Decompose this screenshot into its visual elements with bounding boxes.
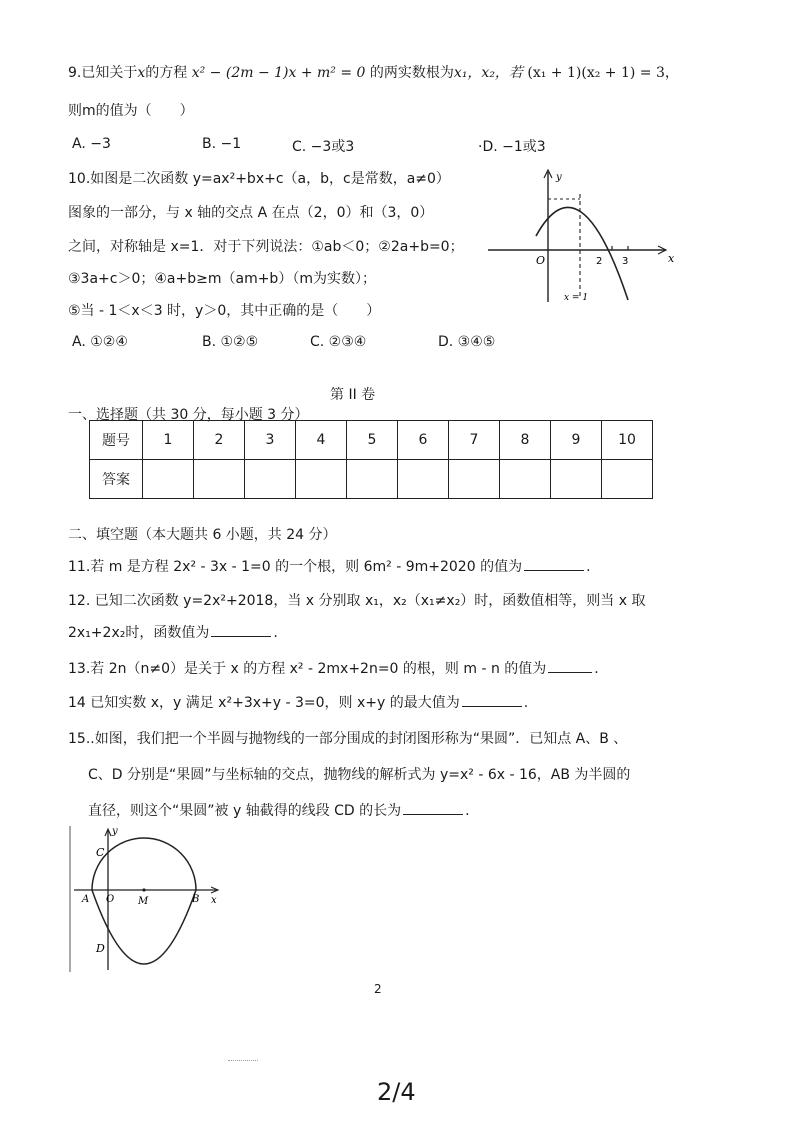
footer-mark <box>228 1060 258 1061</box>
q10-label-symmetry: x = 1 <box>564 293 589 303</box>
q9-roots: x₁，x₂，若 <box>453 65 523 81</box>
q10-line3: 之间，对称轴是 x=1．对于下列说法：①ab＜0；②2a+b=0； <box>68 239 464 255</box>
q9-option-d: ·D. −1或3 <box>478 139 546 155</box>
q15-label-x: x <box>211 895 217 906</box>
answer-table-num-6: 6 <box>398 421 449 460</box>
section-choice-heading: 一、选择题（共 30 分，每小题 3 分） <box>68 407 309 423</box>
q15-fruit-circle-figure <box>68 824 228 974</box>
section-title: 第 II 卷 <box>330 387 376 403</box>
q10-label-y: y <box>556 172 562 183</box>
answer-cell[interactable] <box>449 460 500 499</box>
q15-label-b: B <box>192 894 200 905</box>
q10-parabola-curve <box>536 207 628 300</box>
q14-blank[interactable] <box>462 694 522 707</box>
q11-blank[interactable] <box>524 558 584 571</box>
q12-end: . <box>273 625 278 641</box>
answer-cell[interactable] <box>194 460 245 499</box>
q14-line <box>68 692 528 712</box>
answer-table <box>89 420 653 499</box>
q10-line1: 10.如图是二次函数 y=ax²+bx+c（a，b，c是常数，a≠0） <box>68 171 450 187</box>
answer-table-num-2: 2 <box>194 421 245 460</box>
q10-option-c: C. ②③④ <box>310 334 367 350</box>
q9-stem-post: 的两实数根为 <box>369 65 454 81</box>
answer-cell[interactable] <box>551 460 602 499</box>
page-of-indicator: 2/4 <box>377 1078 416 1106</box>
q9-condition: (x₁ + 1)(x₂ + 1) = 3， <box>527 65 679 81</box>
answer-table-answer-row <box>90 460 653 499</box>
q12-text: 2x₁+2x₂时，函数值为 <box>68 625 210 641</box>
answer-table-num-1: 1 <box>143 421 194 460</box>
answer-table-num-8: 8 <box>500 421 551 460</box>
q9-stem-pre: 9.已知关于 <box>68 65 138 81</box>
q9-line1 <box>68 62 679 82</box>
answer-cell[interactable] <box>296 460 347 499</box>
q13-blank[interactable] <box>548 660 592 673</box>
q10-line5: ⑤当 - 1＜x＜3 时，y＞0，其中正确的是（ ） <box>68 303 381 319</box>
answer-table-num-7: 7 <box>449 421 500 460</box>
q11-end: . <box>586 559 591 575</box>
q15-center-point <box>142 888 145 891</box>
q10-line2: 图象的一部分，与 x 轴的交点 A 在点（2，0）和（3，0） <box>68 205 434 221</box>
q10-label-3: 3 <box>622 256 629 267</box>
q13-text: 13.若 2n（n≠0）是关于 x 的方程 x² - 2mx+2n=0 的根，则 m - n 的值为 <box>68 661 547 677</box>
q9-equation: x² − (2m − 1)x + m² = 0 <box>191 65 366 81</box>
q11-text: 11.若 m 是方程 2x² - 3x - 1=0 的一个根，则 6m² - 9m+2020 的值为 <box>68 559 523 575</box>
q9-option-b: B. −1 <box>202 136 242 152</box>
q15-blank[interactable] <box>403 802 463 815</box>
q9-option-c: C. −3或3 <box>292 139 355 155</box>
answer-cell[interactable] <box>245 460 296 499</box>
answer-table-num-4: 4 <box>296 421 347 460</box>
q10-label-2: 2 <box>596 256 603 267</box>
answer-table-num-10: 10 <box>602 421 653 460</box>
q10-option-d: D. ③④⑤ <box>438 334 496 350</box>
q14-text: 14 已知实数 x，y 满足 x²+3x+y - 3=0，则 x+y 的最大值为 <box>68 695 460 711</box>
fill-heading: 二、填空题（本大题共 6 小题，共 24 分） <box>68 527 337 543</box>
q10-option-b: B. ①②⑤ <box>202 334 259 350</box>
q15-line3 <box>88 800 470 820</box>
answer-table-header-label: 题号 <box>90 421 143 460</box>
answer-cell[interactable] <box>347 460 398 499</box>
q10-label-origin: O <box>536 254 546 267</box>
q14-end: . <box>523 695 529 711</box>
q9-option-a: A. −3 <box>72 136 111 152</box>
q15-text: 直径，则这个“果圆”被 y 轴截得的线段 CD 的长为 <box>88 803 402 819</box>
q15-label-y: y <box>112 826 118 837</box>
q10-option-a: A. ①②④ <box>72 334 128 350</box>
answer-table-num-9: 9 <box>551 421 602 460</box>
q13-end: . <box>594 661 599 677</box>
q15-end: . <box>465 803 470 819</box>
answer-table-answer-label: 答案 <box>90 460 143 499</box>
q10-line4: ③3a+c＞0；④a+b≥m（am+b）（m为实数）； <box>68 271 376 287</box>
answer-table-num-5: 5 <box>347 421 398 460</box>
q11-line <box>68 556 591 576</box>
answer-cell[interactable] <box>500 460 551 499</box>
answer-cell[interactable] <box>143 460 194 499</box>
answer-table-num-3: 3 <box>245 421 296 460</box>
q15-label-o: O <box>106 894 115 905</box>
q15-line2: C、D 分别是“果圆”与坐标轴的交点，抛物线的解析式为 y=x² - 6x - 16，AB 为半圆的 <box>88 767 631 783</box>
q12-blank[interactable] <box>211 624 271 637</box>
q12-line1: 12. 已知二次函数 y=2x²+2018，当 x 分别取 x₁，x₂（x₁≠x₂）时，函数值相等，则当 x 取 <box>68 593 646 609</box>
q9-stem-mid: 的方程 <box>145 65 188 81</box>
q15-label-a: A <box>82 894 90 905</box>
q12-line2 <box>68 622 278 642</box>
answer-cell[interactable] <box>398 460 449 499</box>
q15-label-m: M <box>138 896 149 907</box>
answer-cell[interactable] <box>602 460 653 499</box>
q9-stem-var: x <box>137 65 146 81</box>
answer-table-header-row <box>90 421 653 460</box>
q10-label-x: x <box>668 252 675 265</box>
page-number: 2 <box>374 982 382 996</box>
q9-line2: 则m的值为（ ） <box>68 103 194 119</box>
q15-line1: 15..如图，我们把一个半圆与抛物线的一部分围成的封闭图形称为“果圆”．已知点 A、B 、 <box>68 731 628 747</box>
q15-label-d: D <box>96 942 105 955</box>
q10-parabola-figure <box>486 166 678 306</box>
q15-label-c: C <box>96 846 105 859</box>
q13-line <box>68 658 599 678</box>
